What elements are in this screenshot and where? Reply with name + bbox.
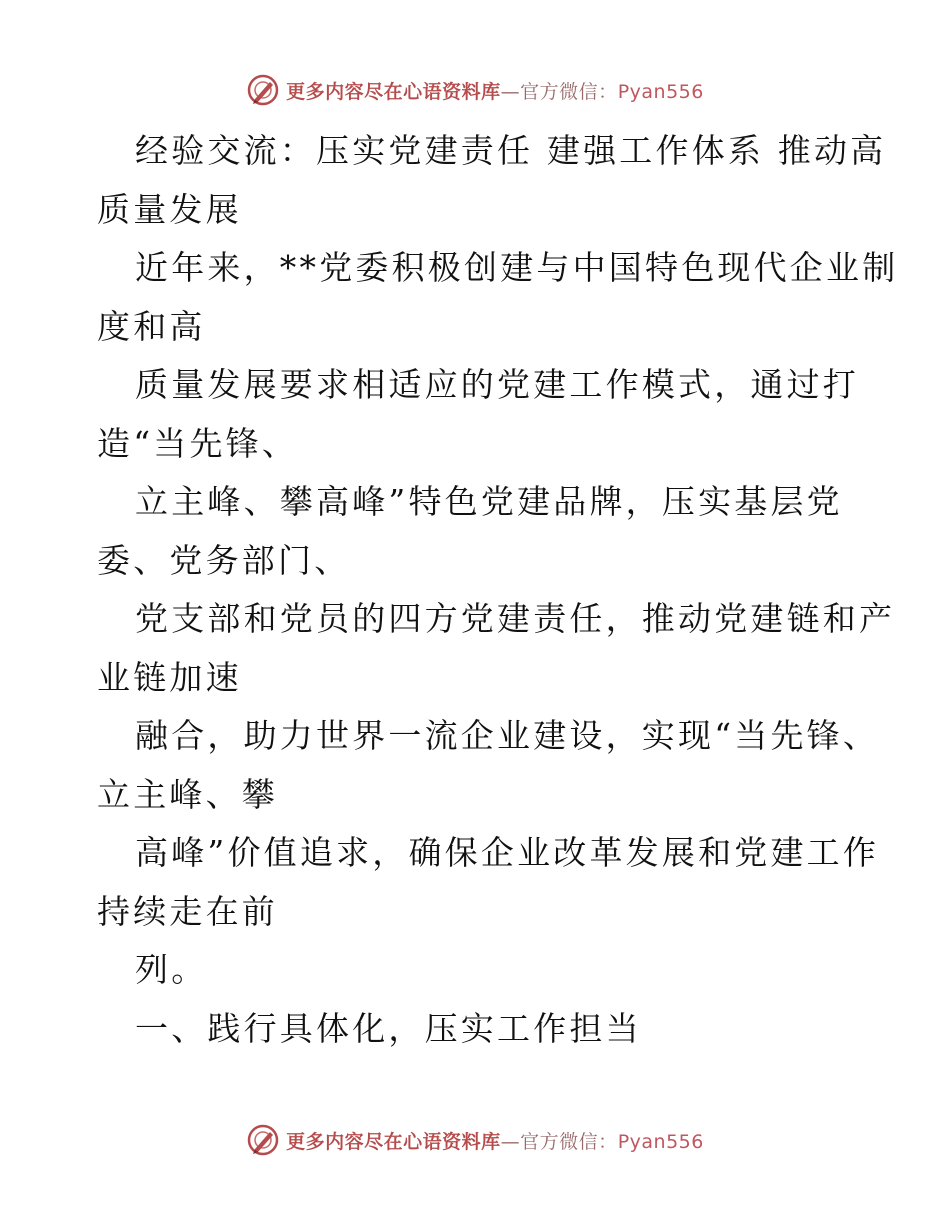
pen-logo-icon	[246, 1123, 280, 1157]
paragraph-line: 质量发展要求相适应的党建工作模式，通过打	[135, 365, 859, 404]
watermark-id: Pyan556	[617, 80, 704, 103]
watermark-sub: 官方微信：	[520, 1130, 618, 1153]
watermark-header	[0, 70, 950, 110]
paragraph-line: 近年来，**党委积极创建与中国特色现代企业制	[135, 248, 899, 287]
section-heading: 一、践行具体化，压实工作担当	[135, 1008, 642, 1048]
paragraph-line: 列。	[135, 950, 208, 989]
paragraph-line: 高峰”价值追求，确保企业改革发展和党建工作	[135, 833, 880, 872]
watermark-separator: —	[500, 80, 521, 103]
watermark-id: Pyan556	[617, 1130, 704, 1153]
watermark-text	[286, 1127, 704, 1154]
watermark-sub: 官方微信：	[520, 80, 618, 103]
watermark-separator: —	[500, 1130, 521, 1153]
paragraph-line: 造“当先锋、	[97, 423, 299, 463]
watermark-main: 更多内容尽在心语资料库	[286, 80, 501, 103]
paragraph-line: 持续走在前	[97, 891, 278, 931]
paragraph-line: 业链加速	[97, 657, 242, 697]
pen-logo-icon	[246, 73, 280, 107]
document-body	[97, 122, 899, 1058]
paragraph-line: 立主峰、攀高峰”特色党建品牌，压实基层党	[135, 482, 843, 521]
paragraph-line: 委、党务部门、	[97, 540, 351, 580]
title-line-1: 经验交流：压实党建责任 建强工作体系 推动高	[135, 131, 887, 170]
watermark-text	[286, 77, 704, 104]
title-line-2: 质量发展	[97, 189, 242, 229]
paragraph-line: 度和高	[97, 306, 206, 346]
paragraph-line: 立主峰、攀	[97, 774, 278, 814]
paragraph-line: 融合，助力世界一流企业建设，实现“当先锋、	[135, 716, 880, 755]
watermark-footer	[0, 1120, 950, 1160]
paragraph-line: 党支部和党员的四方党建责任，推动党建链和产	[135, 599, 896, 638]
watermark-main: 更多内容尽在心语资料库	[286, 1130, 501, 1153]
